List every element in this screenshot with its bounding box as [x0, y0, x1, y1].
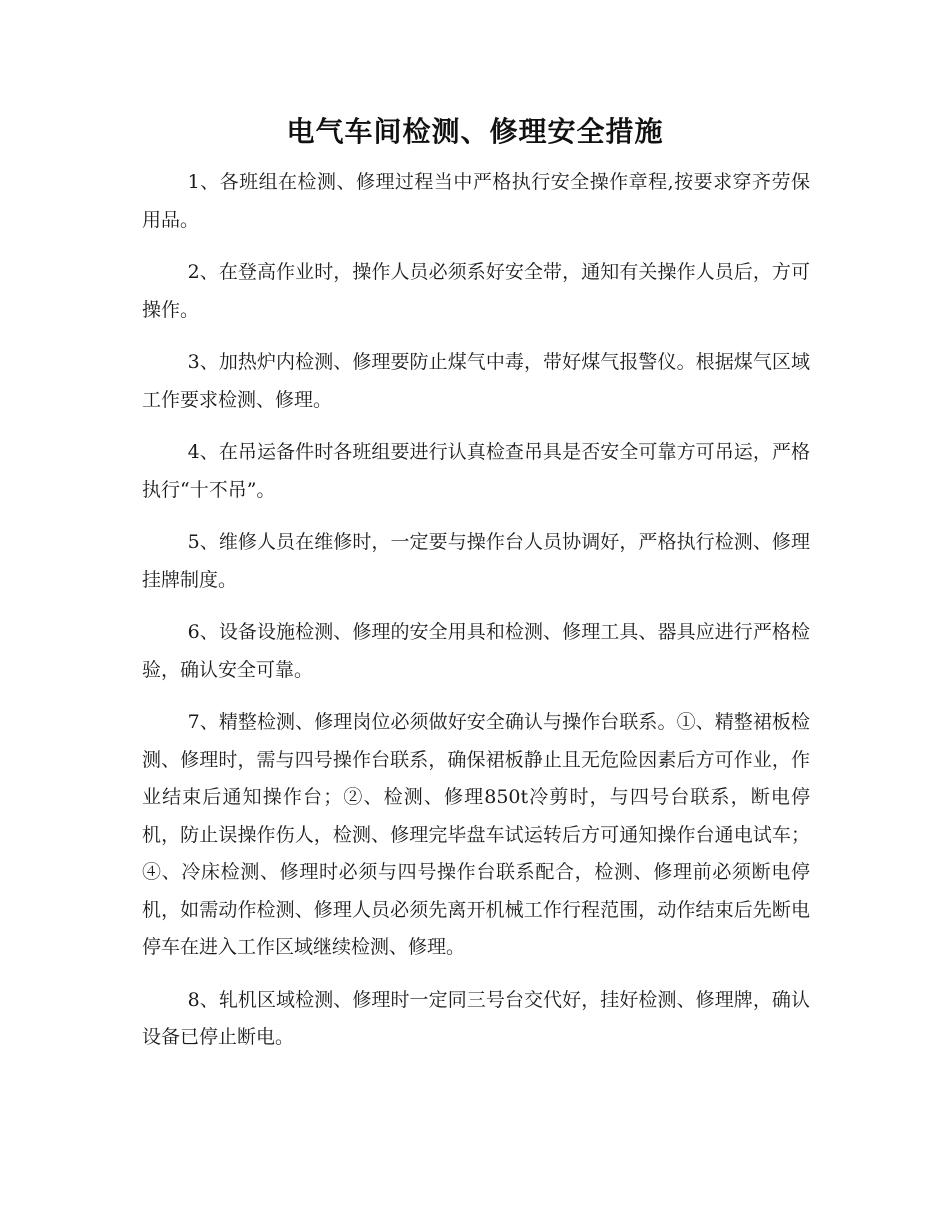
paragraph-8: 8、轧机区域检测、修理时一定同三号台交代好，挂好检测、修理牌，确认设备已停止断电。 [142, 988, 810, 1048]
paragraph-7: 7、精整检测、修理岗位必须做好安全确认与操作台联系。①、精整裙板检测、修理时，需与四号操作台联系，确保裙板静止且无危险因素后方可作业，作业结束后通知操作台；②、检测、修理850t冷剪时，与四号台联系，断电停机，防止误操作伤人，检测、修理完毕盘车试运转后方可通知操作台通电试车；④、冷床检测、修理时必须与四号操作台联系配合，检测、修理前必须断电停机，如需动作检测、修理人员必须先离开机械工作行程范围，动作结束后先断电停车在进入工作区域继续检测、修理。 [142, 711, 810, 958]
paragraph-3: 3、加热炉内检测、修理要防止煤气中毒，带好煤气报警仪。根据煤气区域工作要求检测、修理。 [142, 351, 810, 411]
paragraph-5: 5、维修人员在维修时，一定要与操作台人员协调好，严格执行检测、修理挂牌制度。 [142, 531, 810, 591]
paragraph-4: 4、在吊运备件时各班组要进行认真检查吊具是否安全可靠方可吊运，严格执行“十不吊”。 [142, 441, 810, 501]
document-body [142, 164, 810, 1072]
document-title: 电气车间检测、修理安全措施 [286, 115, 664, 148]
paragraph-2: 2、在登高作业时，操作人员必须系好安全带，通知有关操作人员后，方可操作。 [142, 261, 810, 321]
paragraph-6: 6、设备设施检测、修理的安全用具和检测、修理工具、器具应进行严格检验，确认安全可靠。 [142, 621, 810, 681]
paragraph-1: 1、各班组在检测、修理过程当中严格执行安全操作章程,按要求穿齐劳保用品。 [142, 171, 810, 231]
